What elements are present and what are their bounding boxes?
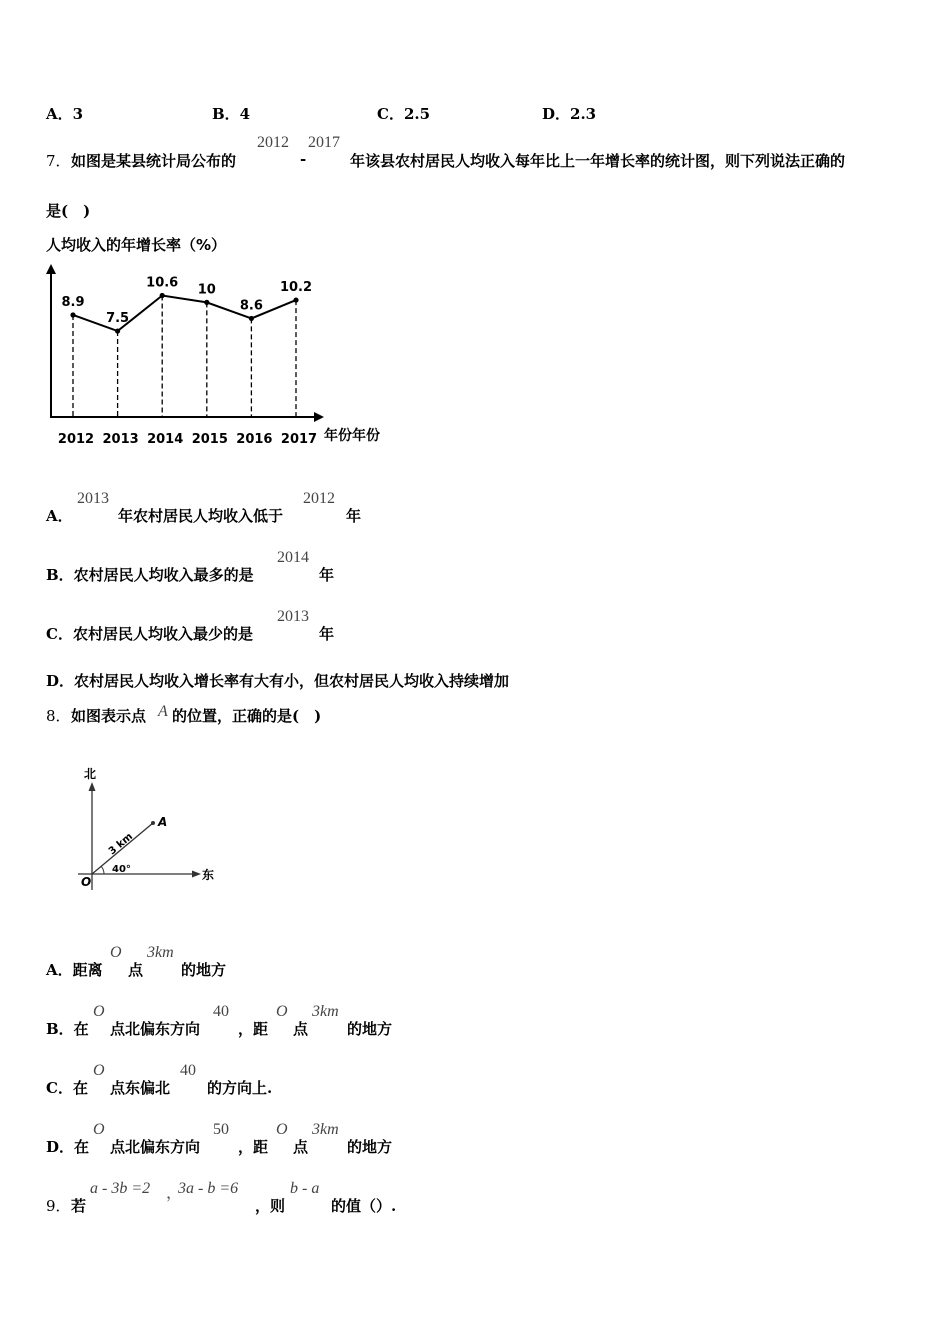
east-label: 东 bbox=[202, 868, 215, 882]
q9-eq2: 3a - b =6 bbox=[178, 1180, 239, 1197]
data-label-2014: 10.6 bbox=[146, 275, 179, 291]
q8-option-c-end: 的方向上. bbox=[207, 1079, 273, 1097]
x-tick-2014: 2014 bbox=[147, 432, 184, 447]
q8-option-d-o2: O bbox=[276, 1121, 288, 1138]
q8-option-d-comma: ，距 bbox=[238, 1138, 269, 1156]
q6-option-a: A．3 bbox=[46, 105, 84, 123]
q6-option-d: D．2.3 bbox=[542, 105, 597, 123]
q9-expr: b - a bbox=[290, 1180, 320, 1197]
data-label-2017: 10.2 bbox=[279, 280, 313, 296]
data-point-2015 bbox=[204, 300, 209, 305]
data-point-2012 bbox=[70, 312, 75, 317]
q8-option-a-label: A．距离 bbox=[46, 961, 103, 979]
q9-pre: 若 bbox=[71, 1197, 87, 1215]
data-label-2016: 8.6 bbox=[239, 298, 263, 314]
q7-year-from: 2012 bbox=[257, 134, 289, 151]
q8-option-d-end: 的地方 bbox=[347, 1138, 393, 1156]
q7-stem-pre: 如图是某县统计局公布的 bbox=[71, 152, 237, 170]
q8-option-a-dist: 3km bbox=[147, 944, 174, 961]
north-label: 北 bbox=[84, 767, 97, 781]
point-a-dot bbox=[151, 821, 155, 825]
east-arrow bbox=[192, 871, 201, 878]
q7-dash: - bbox=[300, 150, 307, 168]
q8-option-b-deg: 40 bbox=[213, 1003, 229, 1020]
angle-arc bbox=[101, 866, 104, 874]
q7-stem-line2: 是( ) bbox=[46, 202, 91, 220]
q8-option-d-label: D．在 bbox=[46, 1138, 90, 1156]
q7-option-d-text: D．农村居民人均收入增长率有大有小，但农村居民人均收入持续增加 bbox=[46, 672, 510, 690]
q8-option-c-dir: 点东偏北 bbox=[110, 1079, 171, 1097]
angle-label: 40° bbox=[112, 864, 131, 875]
data-point-2014 bbox=[160, 293, 165, 298]
q8-option-d-dir: 点北偏东方向 bbox=[110, 1138, 201, 1156]
q7-option-a-end: 年 bbox=[346, 507, 362, 525]
q8-option-b-comma: ，距 bbox=[238, 1020, 269, 1038]
q7-option-c-text: C．农村居民人均收入最少的是 bbox=[46, 625, 253, 643]
q8-number: 8． bbox=[46, 707, 71, 725]
q7-option-a-label: A． bbox=[46, 507, 73, 525]
point-a-label: A bbox=[158, 815, 168, 829]
q9-end: 的值（）. bbox=[331, 1197, 397, 1215]
x-tick-2013: 2013 bbox=[102, 432, 139, 447]
growth-rate-chart bbox=[40, 228, 400, 453]
q8-option-a-mid: 点 bbox=[128, 961, 144, 979]
q8-option-d-deg: 50 bbox=[213, 1121, 229, 1138]
data-label-2015: 10 bbox=[197, 282, 216, 298]
q8-option-d-dist: 3km bbox=[312, 1121, 339, 1138]
origin-label: O bbox=[81, 875, 92, 889]
q7-option-b-text: B．农村居民人均收入最多的是 bbox=[46, 566, 254, 584]
q7-option-c-end: 年 bbox=[319, 625, 335, 643]
q9-sep: ， bbox=[166, 1185, 183, 1202]
q7-option-a-text: 年农村居民人均收入低于 bbox=[118, 507, 284, 525]
q9-number: 9． bbox=[46, 1197, 71, 1215]
q8-option-b-end: 的地方 bbox=[347, 1020, 393, 1038]
q8-stem-pre: 如图表示点 bbox=[71, 707, 147, 725]
q8-option-a-o: O bbox=[110, 944, 122, 961]
x-tick-2017: 2017 bbox=[280, 432, 318, 447]
q7-option-a-year1: 2013 bbox=[77, 490, 109, 507]
data-label-2012: 8.9 bbox=[61, 294, 85, 310]
data-label-2013: 7.5 bbox=[106, 311, 130, 327]
q8-option-b-dist: 3km bbox=[312, 1003, 339, 1020]
north-arrow bbox=[89, 782, 96, 791]
data-point-2016 bbox=[249, 316, 254, 321]
q8-stem-post: 的位置，正确的是( ) bbox=[172, 707, 322, 725]
q7-option-b-end: 年 bbox=[319, 566, 335, 584]
q8-option-b-dir: 点北偏东方向 bbox=[110, 1020, 201, 1038]
q8-option-c-o: O bbox=[93, 1062, 105, 1079]
x-tick-2016: 2016 bbox=[236, 432, 273, 447]
q8-option-d-o: O bbox=[93, 1121, 105, 1138]
q8-option-b-label: B．在 bbox=[46, 1020, 89, 1038]
x-axis-label: 年份年份 bbox=[324, 428, 380, 444]
q9-mid: ，则 bbox=[255, 1197, 286, 1215]
q8-option-b-o: O bbox=[93, 1003, 105, 1020]
q9-eq1: a - 3b =2 bbox=[90, 1180, 151, 1197]
q8-option-b-mid: 点 bbox=[293, 1020, 309, 1038]
data-point-2013 bbox=[115, 328, 120, 333]
q8-point-a: A bbox=[158, 703, 168, 720]
q6-option-b: B．4 bbox=[212, 105, 251, 123]
q7-option-b-year: 2014 bbox=[277, 549, 309, 566]
x-tick-2012: 2012 bbox=[57, 432, 95, 447]
q8-option-a-end: 的地方 bbox=[181, 961, 227, 979]
q7-year-to: 2017 bbox=[308, 134, 340, 151]
y-axis-arrow bbox=[46, 264, 56, 274]
q8-option-c-deg: 40 bbox=[180, 1062, 196, 1079]
q6-option-c: C．2.5 bbox=[377, 105, 431, 123]
q7-stem-post: 年该县农村居民人均收入每年比上一年增长率的统计图，则下列说法正确的 bbox=[350, 152, 846, 170]
x-tick-2015: 2015 bbox=[191, 432, 228, 447]
q8-option-b-o2: O bbox=[276, 1003, 288, 1020]
q8-option-d-mid: 点 bbox=[293, 1138, 309, 1156]
x-axis-arrow bbox=[314, 412, 324, 422]
chart-title: 人均收入的年增长率（%） bbox=[46, 236, 227, 254]
q7-option-c-year: 2013 bbox=[277, 608, 309, 625]
q7-number: 7． bbox=[46, 152, 71, 170]
q7-option-a-year2: 2012 bbox=[303, 490, 335, 507]
q8-option-c-label: C．在 bbox=[46, 1079, 88, 1097]
direction-diagram bbox=[70, 760, 230, 895]
chart-marks bbox=[58, 276, 317, 447]
distance-label: 3 km bbox=[106, 831, 136, 858]
data-point-2017 bbox=[293, 297, 298, 302]
